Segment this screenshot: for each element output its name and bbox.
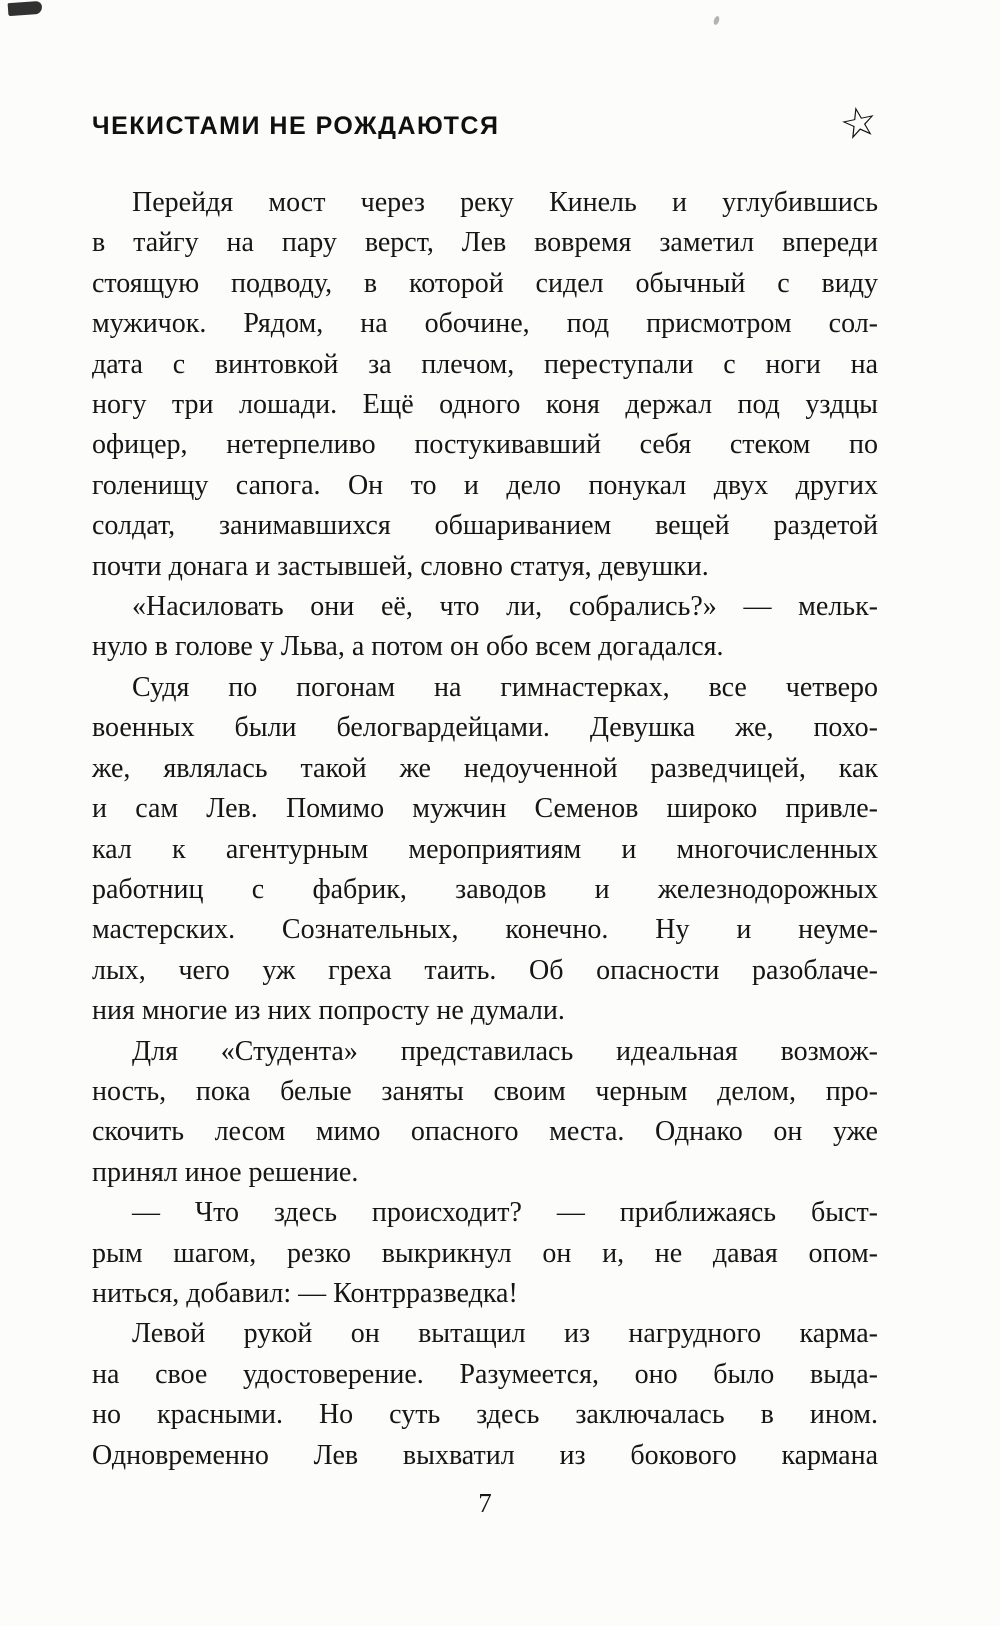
paragraph xyxy=(92,183,878,587)
star-icon: ☆ xyxy=(835,94,883,151)
text-line: принял иное решение. xyxy=(92,1156,359,1188)
body-text xyxy=(92,183,878,1476)
text-line: Перейдя мост через реку Кинель и углубившись xyxy=(132,187,878,218)
text-line: Левой рукой он вытащил из нагрудного карма- xyxy=(132,1318,878,1350)
text-line: рым шагом, резко выкрикнул он и, не давая опом- xyxy=(92,1237,878,1269)
text-line: Одновременно Лев выхватил из бокового кармана xyxy=(92,1439,878,1471)
book-title: ЧЕКИСТАМИ НЕ РОЖДАЮТСЯ xyxy=(92,112,500,140)
text-line: лых, чего уж греха таить. Об опасности разоблаче- xyxy=(92,954,878,986)
paragraph xyxy=(92,1314,878,1476)
paragraph xyxy=(92,668,878,1032)
paragraph xyxy=(92,587,878,668)
text-line: работниц с фабрик, заводов и железнодорожных xyxy=(92,873,878,905)
page-header xyxy=(92,94,883,151)
text-line: и сам Лев. Помимо мужчин Семенов широко привле- xyxy=(92,793,878,825)
text-line: нуло в голове у Льва, а потом он обо всем догадался. xyxy=(92,631,724,663)
text-line: мужичок. Рядом, на обочине, под присмотром сол- xyxy=(92,308,878,340)
text-line: дата с винтовкой за плечом, переступали с ноги на xyxy=(92,348,878,380)
text-line: почти донага и застывшей, словно статуя, девушки. xyxy=(92,550,709,582)
text-line: ность, пока белые заняты своим черным делом, про- xyxy=(92,1075,878,1107)
scan-artifact xyxy=(8,1,43,16)
text-line: но красными. Но суть здесь заключалась в ином. xyxy=(92,1399,878,1431)
text-line: мастерских. Сознательных, конечно. Ну и неуме- xyxy=(92,914,878,946)
text-line: ния многие из них попросту не думали. xyxy=(92,995,565,1027)
paragraph xyxy=(92,1193,878,1314)
text-line: в тайгу на пару верст, Лев вовремя заметил впереди xyxy=(92,227,878,259)
text-line: голенищу сапога. Он то и дело понукал двух других xyxy=(92,469,878,501)
text-line: стоящую подводу, в которой сидел обычный с виду xyxy=(92,267,878,299)
text-line: на свое удостоверение. Разумеется, оно было выда- xyxy=(92,1358,878,1390)
text-line: ногу три лошади. Ещё одного коня держал под уздцы xyxy=(92,389,878,421)
page-number: 7 xyxy=(478,1488,492,1518)
page-footer xyxy=(92,1488,878,1519)
paragraph xyxy=(92,1032,878,1194)
text-line: кал к агентурным мероприятиям и многочисленных xyxy=(92,833,878,865)
text-line: же, являлась такой же недоученной разведчицей, как xyxy=(92,752,878,784)
text-line: ниться, добавил: — Контрразведка! xyxy=(92,1277,518,1309)
text-line: скочить лесом мимо опасного места. Однако он уже xyxy=(92,1116,878,1148)
text-line: — Что здесь происходит? — приближаясь быст- xyxy=(132,1197,878,1229)
text-line: Судя по погонам на гимнастерках, все четверо xyxy=(132,671,878,703)
text-line: военных были белогвардейцами. Девушка же, похо- xyxy=(92,712,878,744)
text-line: офицер, нетерпеливо постукивавший себя стеком по xyxy=(92,429,878,461)
text-line: солдат, занимавшихся обшариванием вещей раздетой xyxy=(92,510,878,542)
text-line: «Насиловать они её, что ли, собрались?» — мельк- xyxy=(132,591,878,623)
scan-speck xyxy=(713,15,721,25)
text-line: Для «Студента» представилась идеальная возмож- xyxy=(132,1035,878,1067)
